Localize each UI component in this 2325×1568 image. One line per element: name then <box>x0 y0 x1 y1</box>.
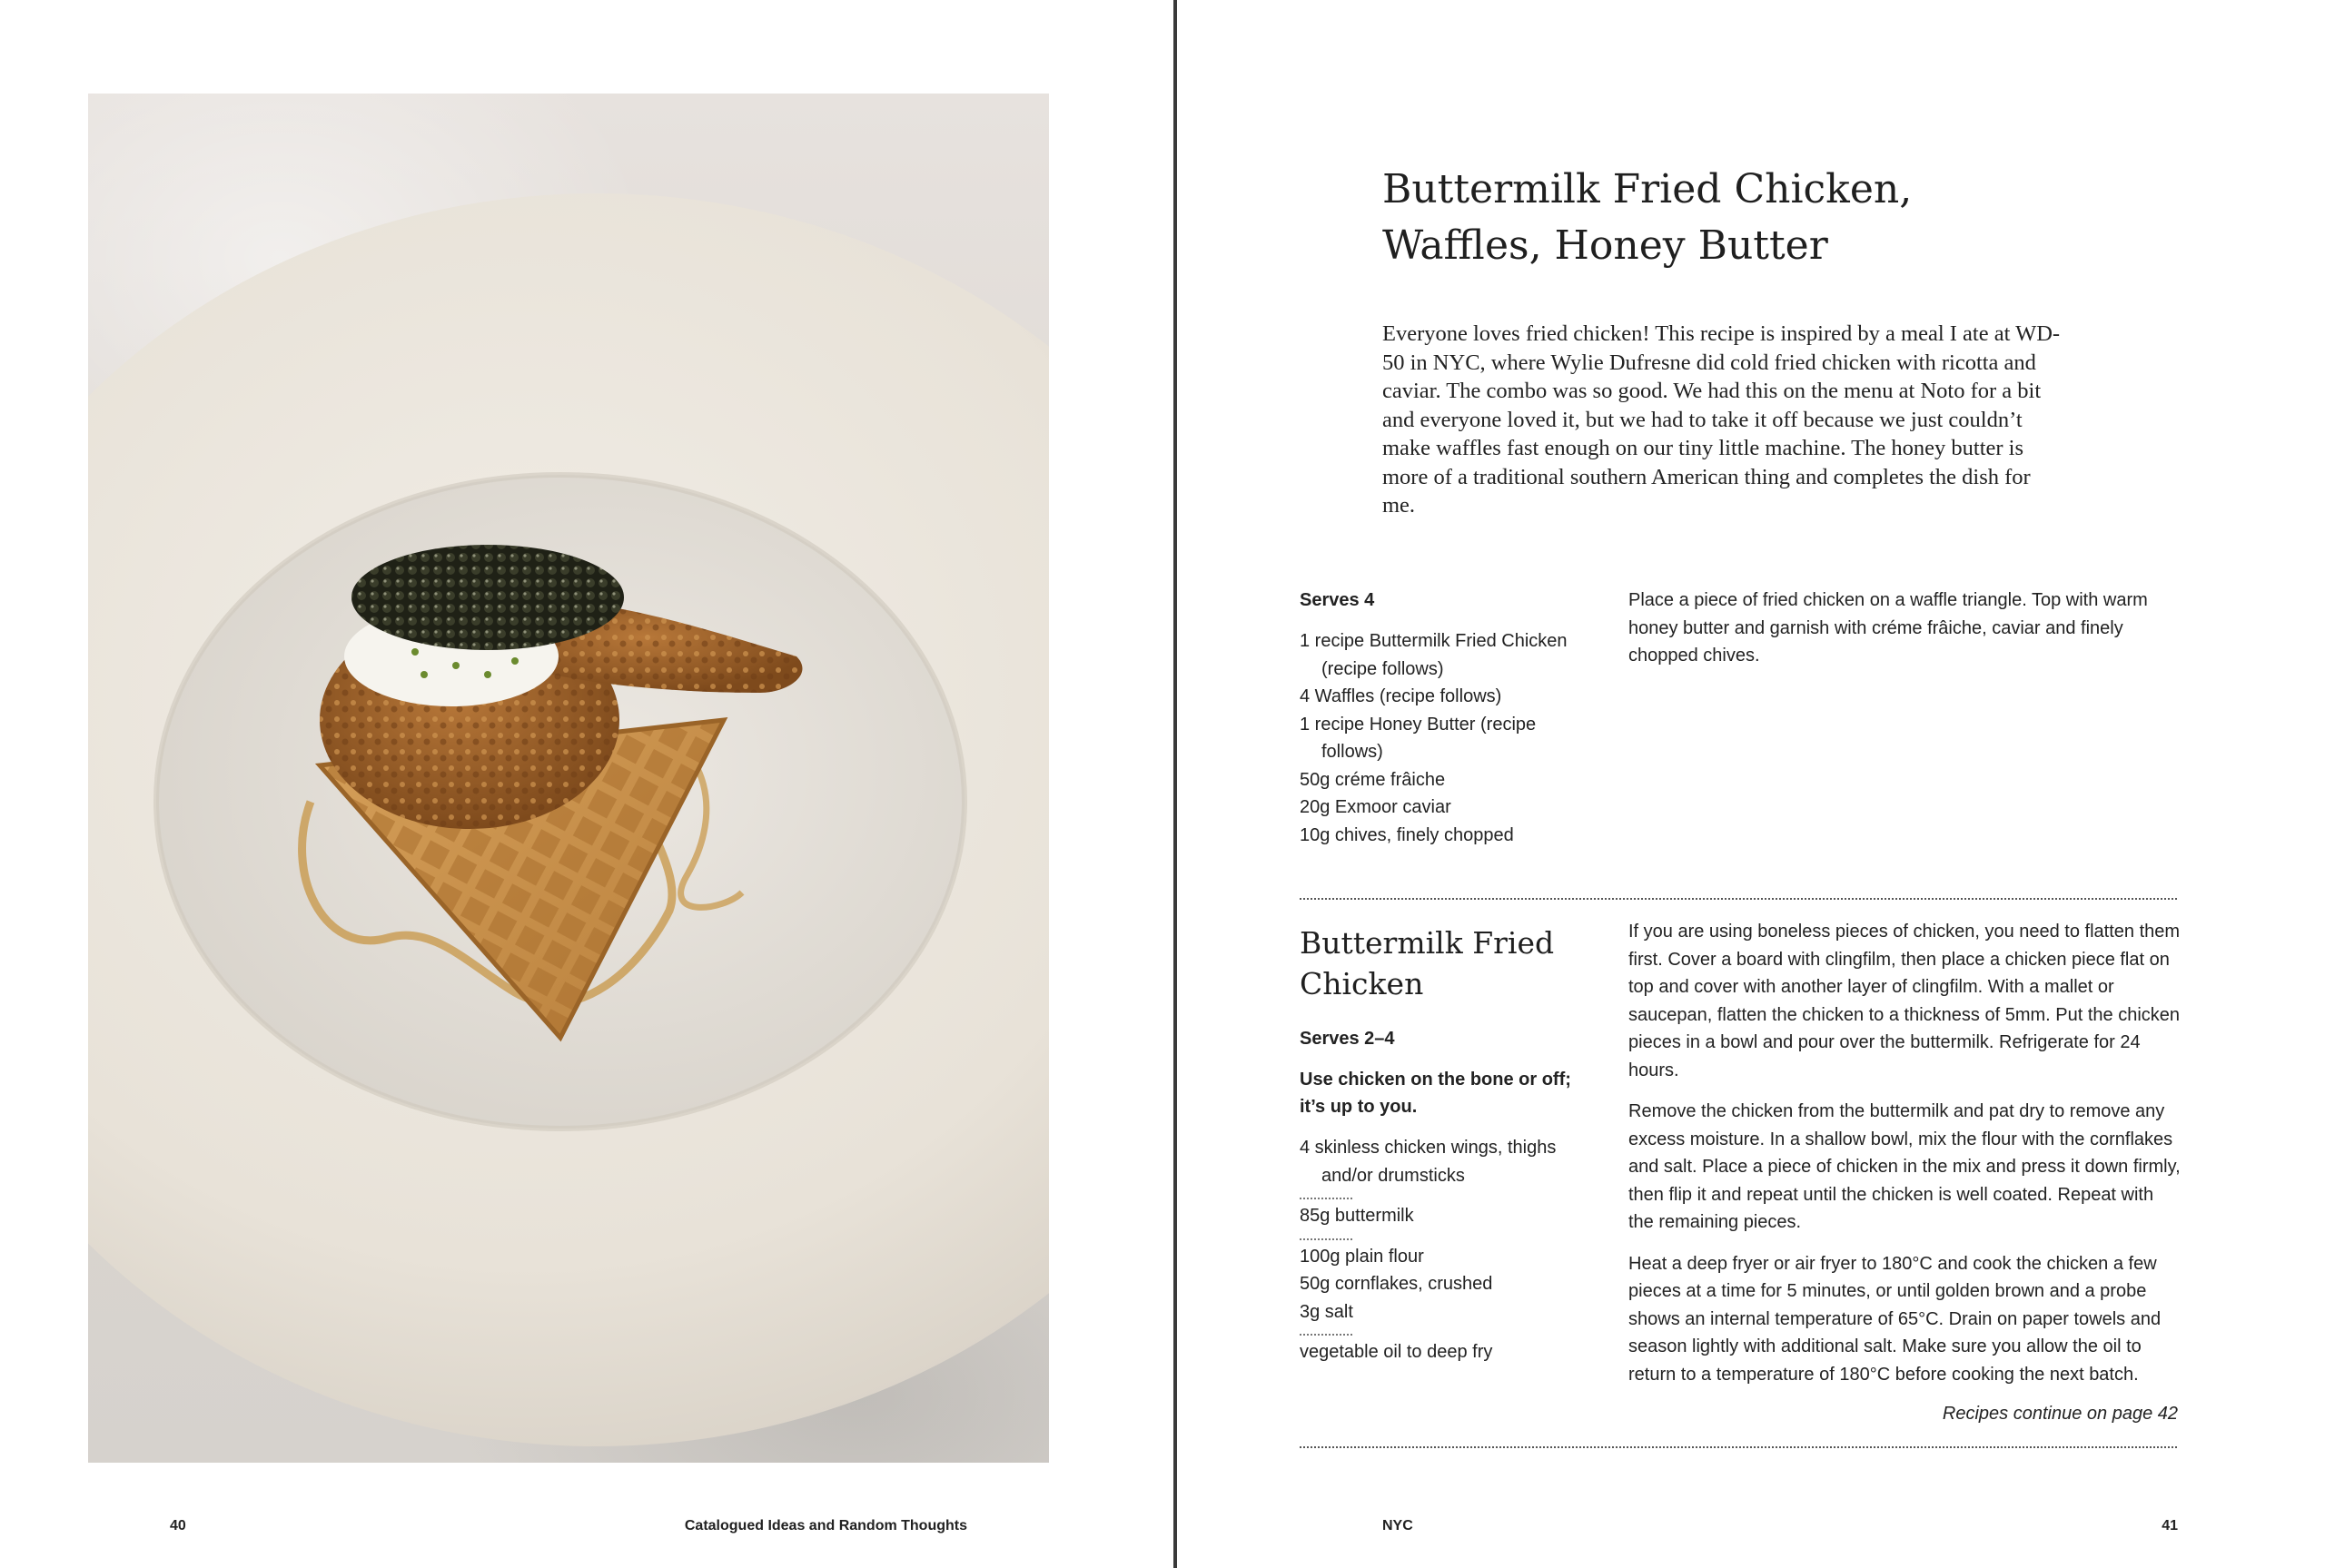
method-paragraph: Place a piece of fried chicken on a waffle triangle. Top with warm honey butter and garnish with créme frâiche, caviar and finely chopped chives. <box>1628 590 2148 666</box>
sub-recipe-title <box>1300 922 1599 1004</box>
ingredient-item: vegetable oil to deep fry <box>1300 1338 1599 1366</box>
section-divider <box>1300 1446 2177 1448</box>
recipe-title-line-2: Waffles, Honey Butter <box>1382 222 1828 269</box>
running-head-right: NYC <box>1382 1518 1413 1533</box>
page-number-right: 41 <box>2162 1518 2178 1533</box>
ingredient-item: 10g chives, finely chopped <box>1300 824 1514 845</box>
running-head-left: Catalogued Ideas and Random Thoughts <box>684 1518 967 1533</box>
main-ingredient-list <box>1300 627 1599 849</box>
sub-recipe-method <box>1628 918 2182 1402</box>
recipe-title-line-1: Buttermilk Fried Chicken, <box>1382 166 1913 212</box>
plated-chicken-waffle-image <box>88 94 1049 1463</box>
ingredient-item: 1 recipe Honey Butter (recipe follows) <box>1300 714 1537 762</box>
section-divider <box>1300 898 2177 900</box>
method-paragraph: Remove the chicken from the buttermilk and pat dry to remove any excess moisture. In a shallow bowl, mix the flour with the cornflakes and salt. Place a piece of chicken in the mix and press it down firmly, then flip it and repeat until the chicken is well coated. Repeat with the remaining pieces. <box>1628 1101 2181 1232</box>
ingredient-item: 50g créme frâiche <box>1300 769 1446 790</box>
serves-label: Serves 2–4 <box>1300 1029 1395 1049</box>
page-number-left: 40 <box>170 1518 186 1533</box>
continued-note: Recipes continue on page 42 <box>1942 1404 2178 1424</box>
ingredient-item: 100g plain flour <box>1300 1243 1599 1271</box>
sub-ingredient-list <box>1300 1134 1599 1366</box>
dish-photo <box>88 94 1049 1463</box>
sub-recipe-ingredients-block <box>1300 922 1599 1366</box>
ingredient-item: 4 Waffles (recipe follows) <box>1300 686 1502 706</box>
book-spine <box>1173 0 1177 1568</box>
recipe-intro: Everyone loves fried chicken! This recipe is inspired by a meal I ate at WD-50 in NYC, where Wylie Dufresne did cold fried chicken with ricotta and caviar. The combo was so good. We had this on the menu at Noto for a bit and everyone loved it, but we had to take it off because we just couldn’t make waffles fast enough on our tiny little machine. The honey butter is more of a traditional southern American thing and completes the dish for me. <box>1382 321 2061 518</box>
main-ingredients-block <box>1300 587 1599 849</box>
sub-recipe-title-line-2: Chicken <box>1300 966 1424 1001</box>
ingredient-item: 3g salt <box>1300 1301 1353 1322</box>
ingredient-item: 50g cornflakes, crushed <box>1300 1274 1493 1294</box>
ingredient-item: 1 recipe Buttermilk Fried Chicken (recipe follows) <box>1300 631 1568 679</box>
ingredient-item: 4 skinless chicken wings, thighs and/or drumsticks <box>1300 1138 1557 1186</box>
method-paragraph: Heat a deep fryer or air fryer to 180°C and cook the chicken a few pieces at a time for 5 minutes, or until golden brown and a probe shows an internal temperature of 65°C. Drain on paper towels and season lightly with additional salt. Make sure you allow the oil to return to a temperature of 180°C before cooking the next batch. <box>1628 1253 2162 1385</box>
main-method <box>1628 587 2182 684</box>
recipe-note: Use chicken on the bone or off; it’s up to you. <box>1300 1070 1571 1117</box>
ingredient-item: 85g buttermilk <box>1300 1202 1599 1230</box>
recipe-title <box>1382 162 1912 274</box>
method-paragraph: If you are using boneless pieces of chicken, you need to flatten them first. Cover a board with clingfilm, then place a chicken piece flat on top and cover with another layer of clingfilm. With a mallet or saucepan, flatten the chicken to a thickness of 5mm. Put the chicken pieces in a bowl and pour over the buttermilk. Refrigerate for 24 hours. <box>1628 922 2181 1080</box>
sub-recipe-title-line-1: Buttermilk Fried <box>1300 925 1555 961</box>
serves-label: Serves 4 <box>1300 590 1375 610</box>
ingredient-item: 20g Exmoor caviar <box>1300 797 1451 817</box>
